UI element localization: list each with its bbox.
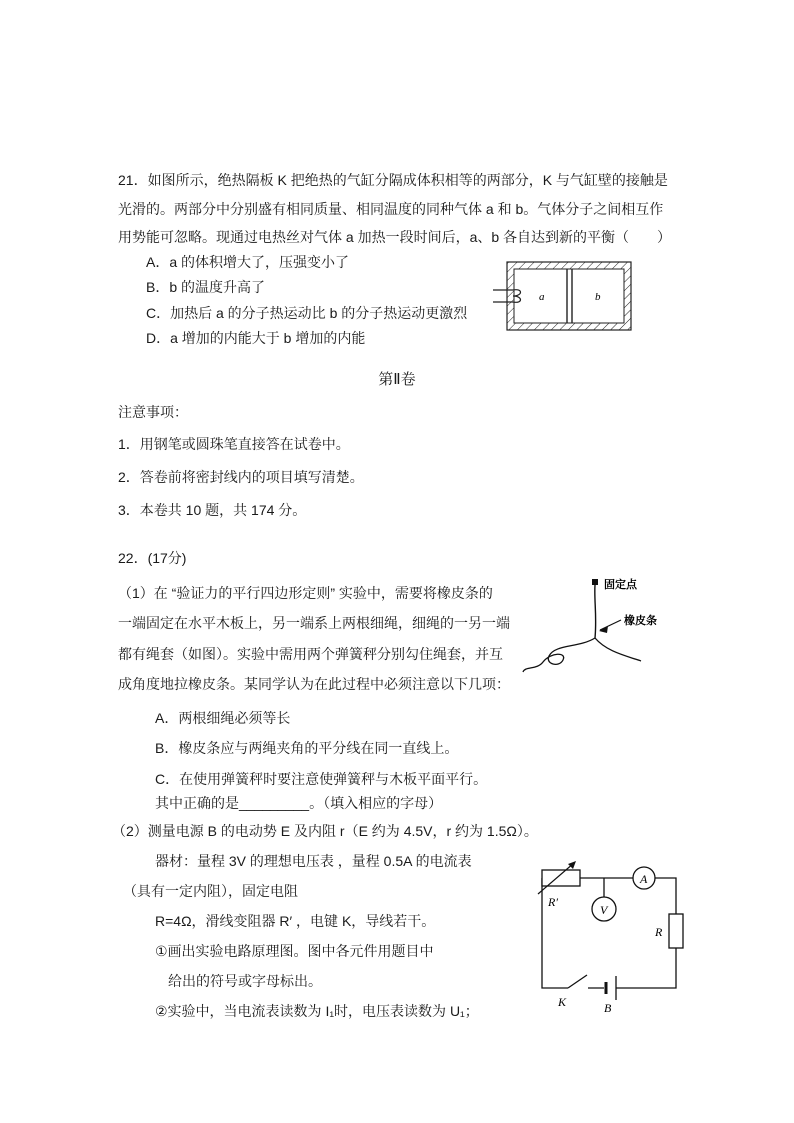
- rheostat-label: R′: [548, 895, 558, 909]
- rubber-band-label: 橡皮条: [624, 615, 657, 627]
- text-line: 光滑的。两部分中分别盛有相同质量、相同温度的同种气体 a 和 b。气体分子之间相互作: [118, 200, 664, 217]
- switch-symbol: [568, 975, 587, 988]
- figure-cylinder: [489, 256, 641, 338]
- q21-option-b: B．b 的温度升高了: [146, 279, 266, 296]
- battery-label: B: [604, 1001, 612, 1014]
- cylinder-interior: [514, 269, 624, 323]
- q22-part2-line: ①画出实验电路原理图。图中各元件用题目中: [155, 943, 434, 959]
- ammeter-label: A: [640, 872, 648, 886]
- section-title-part2: 第Ⅱ卷: [378, 371, 416, 388]
- q22-part2-line: R=4Ω，滑线变阻器 R′ ，电键 K，导线若干。: [155, 913, 436, 929]
- rubber-band-line: [595, 585, 596, 638]
- q22-part1-options: [155, 703, 487, 794]
- text-line: 21．如图所示，绝热隔板 K 把绝热的气缸分隔成体积相等的两部分，K 与气缸壁的接触是: [118, 172, 668, 188]
- cylinder-diagram: [489, 256, 641, 338]
- figure-circuit: [530, 856, 695, 1014]
- switch-label: K: [558, 995, 567, 1009]
- question-21-options: [146, 250, 467, 352]
- note-line: 2．答卷前将密封线内的项目填写清楚。: [118, 469, 364, 485]
- rubber-band-diagram: [515, 568, 680, 696]
- note-line: 3．本卷共 10 题，共 174 分。: [118, 502, 307, 518]
- q22-part2-line: 给出的符号或字母标出。: [168, 973, 322, 989]
- text-line: 都有绳套（如图）。实验中需用两个弹簧秤分别勾住绳套，并互: [118, 645, 503, 662]
- text-line: 一端固定在水平木板上，另一端系上两根细绳，细绳的一另一端: [118, 615, 510, 632]
- q22-part2-line: ②实验中，当电流表读数为 I₁时，电压表读数为 U₁；: [155, 1003, 479, 1019]
- pointer-arrow: [600, 620, 621, 630]
- q22-option-b: B．橡皮条应与两绳夹角的平分线在同一直线上。: [155, 740, 459, 757]
- q22-part2-line: （具有一定内阻），固定电阻: [123, 883, 298, 899]
- text-line: 成角度地拉橡皮条。某同学认为在此过程中必须注意以下几项：: [118, 675, 510, 692]
- fixed-point-label: 固定点: [604, 579, 637, 591]
- figure-rubber-band: [515, 568, 680, 696]
- circuit-diagram: [530, 856, 695, 1014]
- q22-answer-line: 其中正确的是_________。（填入相应的字母）: [155, 795, 443, 811]
- resistor-symbol: [669, 914, 683, 948]
- voltmeter-label: V: [600, 903, 608, 917]
- q22-option-a: A．两根细绳必须等长: [155, 710, 291, 726]
- notes-title: 注意事项：: [118, 404, 188, 420]
- rope-squiggle-tail: [595, 638, 641, 661]
- gas-a-label: a: [539, 291, 545, 303]
- q22-part2-line: （2）测量电源 B 的电动势 E 及内阻 r（E 约为 4.5V，r 约为 1.5Ω）。: [112, 823, 538, 839]
- q22-part1-stem: [118, 578, 510, 699]
- q22-option-c: C．在使用弹簧秤时要注意使弹簧秤与木板平面平行。: [155, 770, 488, 787]
- rope-squiggle: [523, 638, 595, 672]
- q21-option-a: A．a 的体积增大了，压强变小了: [146, 254, 350, 270]
- text-line: 用势能可忽略。现通过电热丝对气体 a 加热一段时间后，a、b 各自达到新的平衡（ ）: [118, 229, 672, 245]
- q22-part2-line: 器材：量程 3V 的理想电压表 ，量程 0.5A 的电流表: [155, 853, 472, 869]
- text-line: （1）在 “验证力的平行四边形定则” 实验中，需要将橡皮条的: [118, 585, 493, 601]
- fixed-point-marker: [592, 579, 598, 585]
- q21-option-d: D．a 增加的内能大于 b 增加的内能: [146, 330, 366, 347]
- q21-option-c: C．加热后 a 的分子热运动比 b 的分子热运动更激烈: [146, 304, 468, 321]
- note-line: 1．用钢笔或圆珠笔直接答在试卷中。: [118, 436, 350, 452]
- question-22-header: 22．(17分): [118, 550, 187, 566]
- question-21-stem: [118, 166, 671, 252]
- resistor-label: R: [655, 925, 663, 939]
- gas-b-label: b: [595, 291, 601, 303]
- notes-list: [118, 428, 364, 527]
- rheostat-symbol: [542, 870, 580, 886]
